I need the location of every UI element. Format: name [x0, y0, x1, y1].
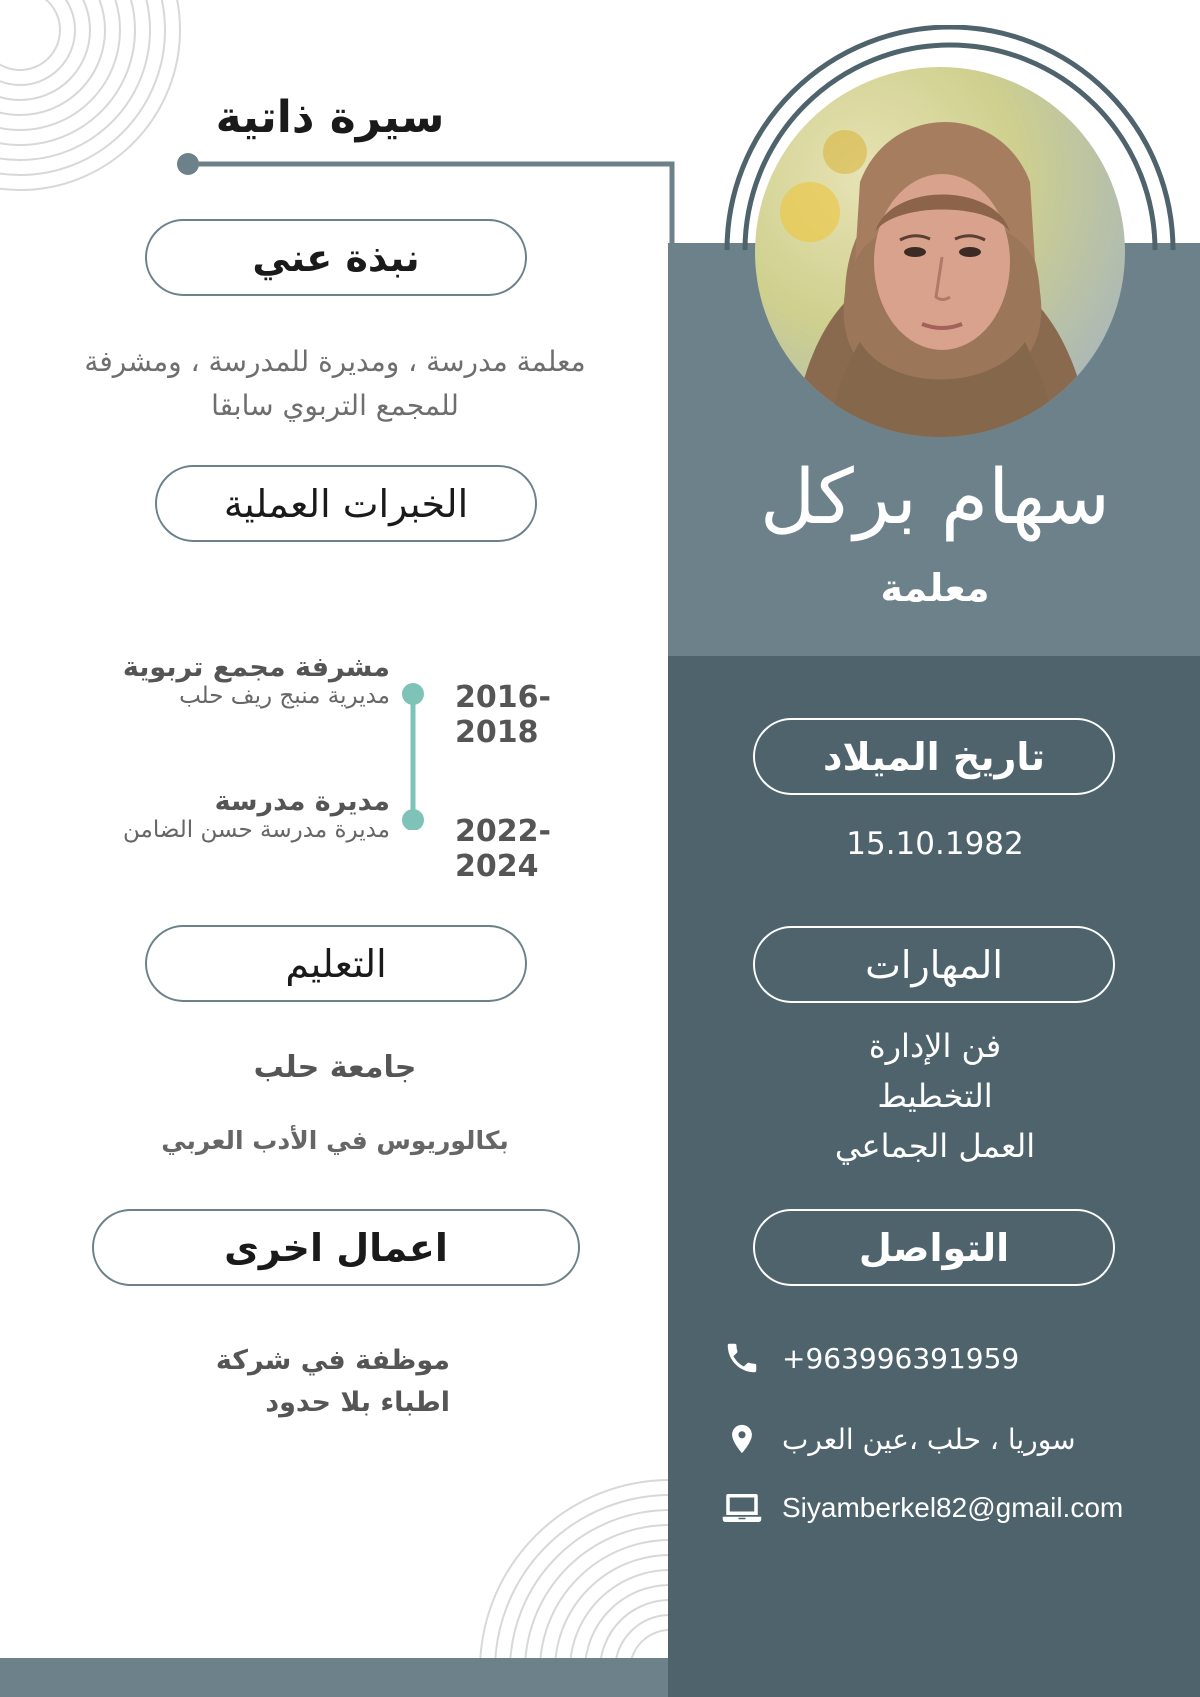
decorative-circles-bottom: [470, 1470, 668, 1658]
contact-phone: [720, 1336, 1160, 1380]
education-heading-label: التعليم: [285, 941, 387, 986]
experience-heading: [155, 465, 537, 542]
about-text: [50, 340, 620, 428]
job-title: مديرة مدرسة: [214, 786, 390, 817]
page-title: سيرة ذاتية: [215, 92, 445, 143]
decorative-circles-top: [0, 0, 190, 200]
location-pin-icon: [720, 1417, 764, 1461]
skill-item: العمل الجماعي: [834, 1127, 1036, 1165]
skills-heading-label: المهارات: [865, 942, 1003, 987]
profile-role: معلمة: [880, 566, 990, 610]
experience-heading-label: الخبرات العملية: [223, 481, 469, 526]
contact-heading: [753, 1209, 1115, 1286]
birthdate-heading-label: تاريخ الميلاد: [823, 734, 1045, 779]
job-organization: مديرية منبج ريف حلب: [179, 683, 390, 709]
other-work-heading-label: اعمال اخرى: [224, 1225, 448, 1270]
profile-name: سهام بركل: [760, 452, 1110, 541]
timeline-dot: [402, 809, 424, 830]
job-organization: مديرة مدرسة حسن الضامن: [123, 817, 390, 843]
timeline-dot: [402, 683, 424, 705]
experience-item-1: [60, 652, 390, 709]
laptop-icon: [720, 1486, 764, 1530]
skill-item: التخطيط: [877, 1077, 993, 1115]
other-work-text: [150, 1340, 450, 1424]
about-heading: [145, 219, 527, 296]
skills-list: [690, 1021, 1180, 1171]
skill-item: فن الإدارة: [868, 1027, 1002, 1065]
about-heading-label: نبذة عني: [252, 235, 420, 280]
experience-item-2: [60, 786, 390, 843]
contact-phone-text[interactable]: +963996391959: [782, 1341, 1020, 1375]
about-line-1: معلمة مدرسة ، ومديرة للمدرسة ، ومشرفة: [84, 345, 586, 378]
job-years: 2022-2024: [455, 814, 551, 884]
experience-timeline: [398, 680, 428, 830]
sidebar-dark-panel: [668, 656, 1200, 1697]
education-degree: بكالوريوس في الأدب العربي: [161, 1126, 509, 1155]
contact-email: [720, 1486, 1160, 1530]
about-line-2: للمجمع التربوي سابقا: [211, 389, 459, 422]
birthdate-value: 15.10.1982: [846, 826, 1024, 862]
job-years: 2016-2018: [455, 680, 551, 750]
other-work-line-2: اطباء بلا حدود: [265, 1387, 450, 1418]
education-school: جامعة حلب: [253, 1050, 417, 1085]
contact-email-text[interactable]: Siyamberkel82@gmail.com: [782, 1492, 1124, 1523]
birthdate-heading: [753, 718, 1115, 795]
profile-photo: [750, 62, 1130, 442]
contact-address: [720, 1417, 1160, 1461]
skills-heading: [753, 926, 1115, 1003]
contact-heading-label: التواصل: [858, 1225, 1010, 1270]
education-heading: [145, 925, 527, 1002]
phone-icon: [720, 1336, 764, 1380]
other-work-heading: [92, 1209, 580, 1286]
job-title: مشرفة مجمع تربوية: [122, 652, 390, 683]
other-work-line-1: موظفة في شركة: [215, 1345, 450, 1376]
contact-address-text: سوريا ، حلب ،عين العرب: [782, 1422, 1076, 1456]
bottom-strip: [0, 1658, 668, 1697]
